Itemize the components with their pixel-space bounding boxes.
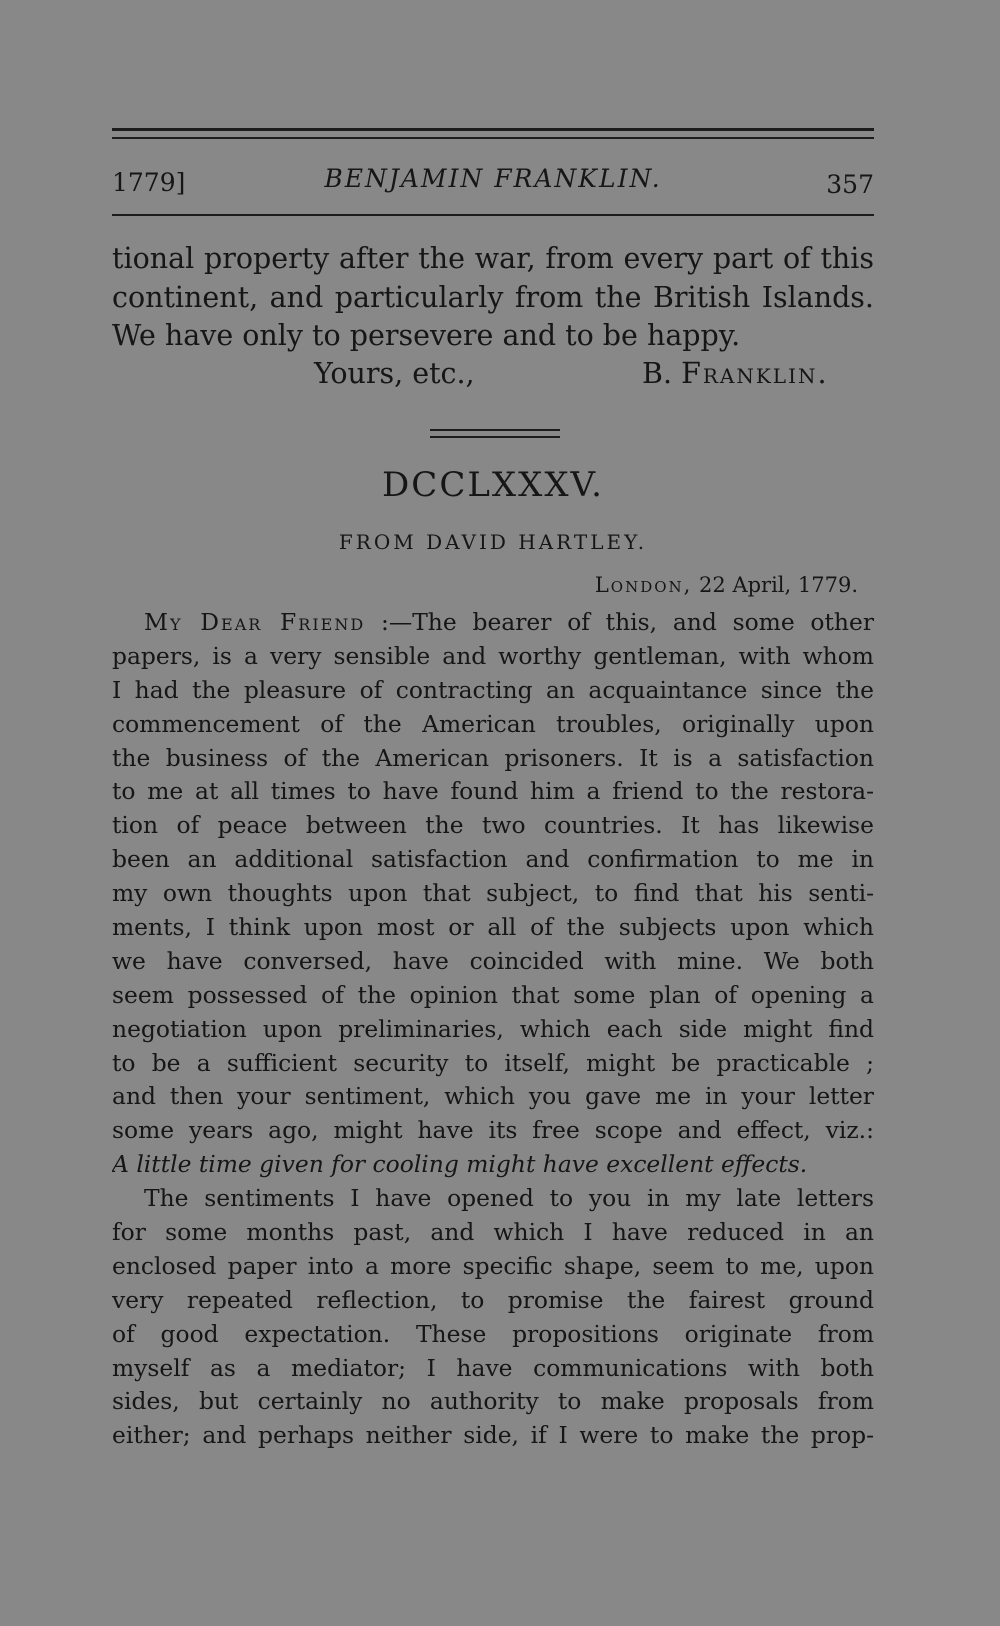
text-line: to be a sufficient security to itself, might be practicable ; [112, 1048, 874, 1077]
text-line: very repeated reflection, to promise the fairest ground [112, 1285, 874, 1314]
header-bottom-rule [112, 214, 874, 216]
header-page-number: 357 [826, 170, 874, 199]
text-line: some years ago, might have its free scope and effect, viz.: [112, 1116, 874, 1145]
separator-rule-bottom [430, 436, 560, 438]
text-line: tional property after the war, from every part of this [112, 242, 874, 275]
text-line: my own thoughts upon that subject, to find that his senti- [112, 879, 874, 908]
text-line: ments, I think upon most or all of the subjects upon which [112, 913, 874, 942]
letter-number: DCCLXXXV. [382, 465, 604, 505]
text-line: we have conversed, have coincided with mine. We both [112, 946, 874, 975]
header-title: BENJAMIN FRANKLIN. [324, 164, 662, 193]
text-line: of good expectation. These propositions originate from [112, 1319, 874, 1348]
text-line: tion of peace between the two countries. It has likewise [112, 811, 874, 840]
letter-place: London, [594, 573, 693, 597]
text-line: the business of the American prisoners. It is a satisfaction [112, 743, 874, 772]
previous-letter-ending [112, 240, 874, 356]
header-top-rule-thin [112, 137, 874, 139]
text-line: sides, but certainly no authority to make proposals from [112, 1387, 874, 1416]
letter-dateline [595, 573, 858, 597]
text-line: been an additional satisfaction and confirmation to me in [112, 845, 874, 874]
text-line: commencement of the American troubles, originally upon [112, 709, 874, 738]
text-line: I had the pleasure of contracting an acquaintance since the [112, 675, 874, 704]
header-year: 1779] [112, 168, 186, 197]
text-line: and then your sentiment, which you gave me in your letter [112, 1082, 874, 1111]
running-header [112, 162, 874, 202]
signature [642, 355, 829, 393]
text-line: We have only to persevere and to be happy. [112, 319, 741, 352]
text-line: papers, is a very sensible and worthy gentleman, with whom [112, 641, 874, 670]
text-line: myself as a mediator; I have communications with both [112, 1353, 874, 1382]
text-line-first [112, 606, 874, 640]
text-line: enclosed paper into a more specific shape, seem to me, upon [112, 1251, 874, 1280]
letter-body [112, 606, 874, 1453]
letter-from: FROM DAVID HARTLEY. [338, 530, 648, 554]
header-top-rule-thick [112, 128, 874, 131]
signature-name: Franklin. [681, 357, 829, 390]
text-line: for some months past, and which I have reduced in an [112, 1218, 874, 1247]
text-line: The sentiments I have opened to you in my late letters [144, 1184, 874, 1213]
italic-quote-line: A little time given for cooling might have excellent effects. [112, 1150, 808, 1179]
text-line: continent, and particularly from the British Islands. [112, 280, 874, 314]
separator-rule-top [430, 429, 560, 431]
salutation: My Dear Friend [144, 608, 366, 636]
text-line: seem possessed of the opinion that some plan of opening a [112, 980, 874, 1009]
text-line: either; and perhaps neither side, if I were to make the prop- [112, 1421, 874, 1450]
salutation-continuation: :—The bearer of this, and some other [380, 608, 874, 636]
closing-phrase: Yours, etc., [314, 357, 475, 390]
text-line: to me at all times to have found him a friend to the restora- [112, 777, 874, 806]
letter-date: 22 April, 1779. [699, 573, 858, 597]
text-line: negotiation upon preliminaries, which each side might find [112, 1014, 874, 1043]
signature-initial: B. [642, 357, 673, 390]
